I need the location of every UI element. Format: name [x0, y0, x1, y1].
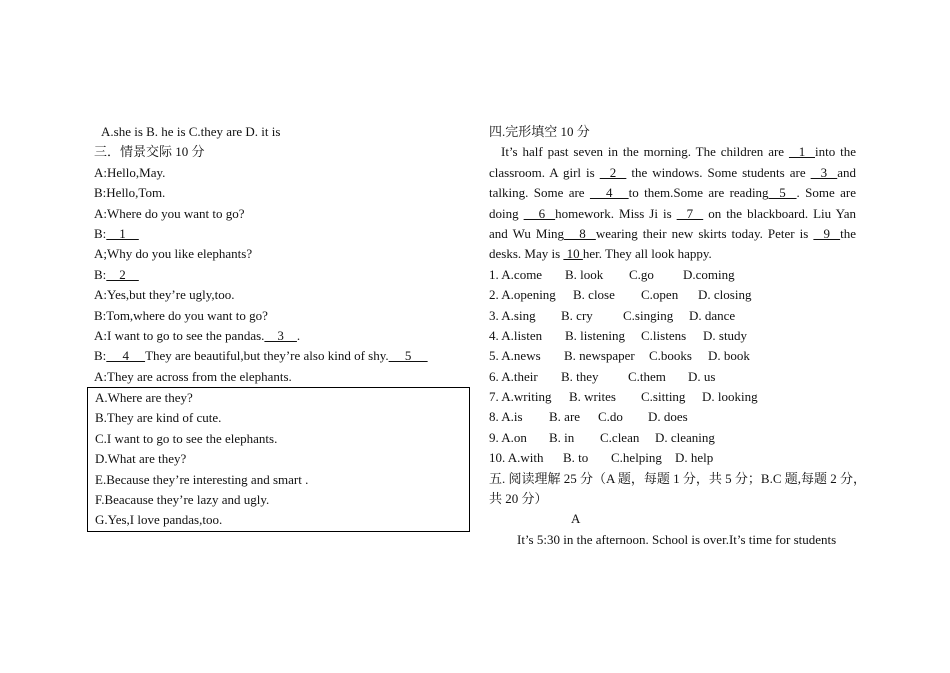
choice-option: B. to	[563, 450, 589, 466]
choice-option: 7. A.writing	[489, 389, 552, 405]
choice-option: D. book	[708, 348, 750, 364]
choice-row	[489, 448, 856, 468]
cloze-blank: 5	[768, 185, 797, 201]
choice-option: 4. A.listen	[489, 327, 543, 343]
dialogue-line: A:They are across from the elephants.	[94, 368, 292, 384]
choice-option: D. study	[703, 327, 748, 343]
dialogue-line: A:Hello,May.	[94, 164, 166, 180]
cloze-blank: 4	[589, 185, 629, 201]
choice-option: C.singing	[623, 307, 674, 323]
answer-blank: 1	[106, 225, 139, 241]
dialogue-line: A:Yes,but they’re ugly,too.	[94, 287, 235, 303]
choice-option: C.sitting	[641, 389, 686, 405]
choice-option: C.helping	[611, 450, 662, 466]
choice-option: B. in	[549, 429, 575, 445]
section-3-title: 三．情景交际 10 分	[94, 144, 205, 160]
cloze-blank: 10	[563, 246, 583, 262]
choice-option: B. are	[549, 409, 581, 425]
choice-option: B. look	[565, 266, 604, 282]
cloze-passage	[489, 142, 856, 264]
choice-option: D. does	[648, 409, 688, 425]
dialogue-line: B: 1	[94, 225, 139, 241]
left-column	[94, 122, 469, 532]
choice-row	[489, 265, 856, 285]
choice-option: B. cry	[561, 307, 593, 323]
choice-option: D. closing	[698, 287, 752, 303]
choice-option: C.open	[641, 287, 679, 303]
answer-blank: 3	[264, 327, 297, 343]
choice-option: D. cleaning	[655, 429, 715, 445]
passage-line: and Wu Ming 8 wearing their new skirts today. Peter is 9 the	[489, 225, 856, 241]
cloze-blank: 6	[523, 205, 556, 221]
choice-option: C.them	[628, 368, 666, 384]
choice-option: B. writes	[569, 389, 616, 405]
passage-line: talking. Some are 4 to them.Some are reading 5 . Some are	[489, 185, 856, 201]
choice-option: D. looking	[702, 389, 758, 405]
options-box	[87, 387, 470, 532]
cloze-blank: 1	[788, 144, 815, 160]
option-item: G.Yes,I love pandas,too.	[95, 512, 223, 528]
answer-blank: 5	[388, 348, 428, 364]
answer-blank: 2	[106, 266, 139, 282]
choice-option: 6. A.their	[489, 368, 538, 384]
section-4-title: 四.完形填空 10 分	[489, 124, 590, 139]
choice-option: 10. A.with	[489, 450, 544, 466]
option-item: F.Beacause they’re lazy and ugly.	[95, 492, 270, 508]
cloze-blank: 2	[599, 164, 627, 180]
choice-option: D. dance	[689, 307, 736, 323]
passage-line: It’s half past seven in the morning. The children are 1 into the	[501, 144, 856, 160]
choice-option: 2. A.opening	[489, 287, 556, 303]
option-item: A.Where are they?	[95, 390, 193, 406]
passage-line: doing 6 homework. Miss Ji is 7 on the blackboard. Liu Yan	[489, 205, 857, 221]
passage-line: desks. May is 10 her. They all look happy.	[489, 246, 712, 262]
choice-row	[489, 346, 856, 366]
choice-row	[489, 306, 856, 326]
choice-option: B. newspaper	[564, 348, 635, 364]
cloze-blank: 9	[813, 225, 841, 241]
choice-option: 5. A.news	[489, 348, 541, 364]
answer-blank: 4	[106, 348, 146, 364]
choice-option: 9. A.on	[489, 429, 527, 445]
choice-option: D. us	[688, 368, 716, 384]
choice-row	[489, 407, 856, 427]
cloze-blank: 8	[564, 225, 596, 241]
choice-option: C.clean	[600, 429, 640, 445]
choice-option: B. listening	[565, 327, 625, 343]
choice-option: B. close	[573, 287, 615, 303]
choice-option: 1. A.come	[489, 266, 543, 282]
choice-option: C.do	[598, 409, 623, 425]
right-column	[489, 122, 867, 550]
dialogue-line: B:Hello,Tom.	[94, 185, 166, 201]
choice-option: D. help	[675, 450, 714, 466]
section-5-title-continued: 共 20 分）	[489, 491, 548, 507]
dialogue-line: B:Tom,where do you want to go?	[94, 307, 268, 323]
dialogue-line: B: 2	[94, 266, 139, 282]
cloze-choices	[489, 265, 856, 469]
choice-option: 3. A.sing	[489, 307, 536, 323]
section-5-title: 五. 阅读理解 25 分（A 题，每题 1 分，共 5 分；B.C 题,每题 2 分，	[489, 470, 867, 486]
previous-question-options: A.she is B. he is C.they are D. it is	[101, 124, 281, 139]
passage-line: classroom. A girl is 2 the windows. Some students are 3 and	[489, 164, 857, 180]
choice-row	[489, 387, 856, 407]
choice-option: C.listens	[641, 327, 687, 343]
choice-option: 8. A.is	[489, 409, 523, 425]
choice-row	[489, 285, 856, 305]
dialogue	[94, 163, 469, 387]
passage-a-text: It’s 5:30 in the afternoon. School is over.It’s time for students	[517, 531, 837, 547]
choice-option: C.go	[629, 266, 654, 282]
choice-option: C.books	[649, 348, 692, 364]
choice-option: D.coming	[683, 266, 735, 282]
dialogue-line: A:I want to go to see the pandas. 3 .	[94, 327, 301, 343]
option-item: D.What are they?	[95, 451, 187, 467]
dialogue-line: A:Where do you want to go?	[94, 205, 245, 221]
choice-option: B. they	[561, 368, 599, 384]
option-item: B.They are kind of cute.	[95, 410, 222, 426]
option-item: C.I want to go to see the elephants.	[95, 430, 278, 446]
option-item: E.Because they’re interesting and smart .	[95, 471, 309, 487]
passage-a-label: A	[571, 511, 581, 527]
dialogue-line: A;Why do you like elephants?	[94, 246, 253, 262]
choice-row	[489, 428, 856, 448]
choice-row	[489, 367, 856, 387]
cloze-blank: 3	[810, 164, 838, 180]
choice-row	[489, 326, 856, 346]
cloze-blank: 7	[676, 205, 704, 221]
dialogue-line: B: 4 They are beautiful,but they’re also kind of shy. 5	[94, 348, 428, 364]
